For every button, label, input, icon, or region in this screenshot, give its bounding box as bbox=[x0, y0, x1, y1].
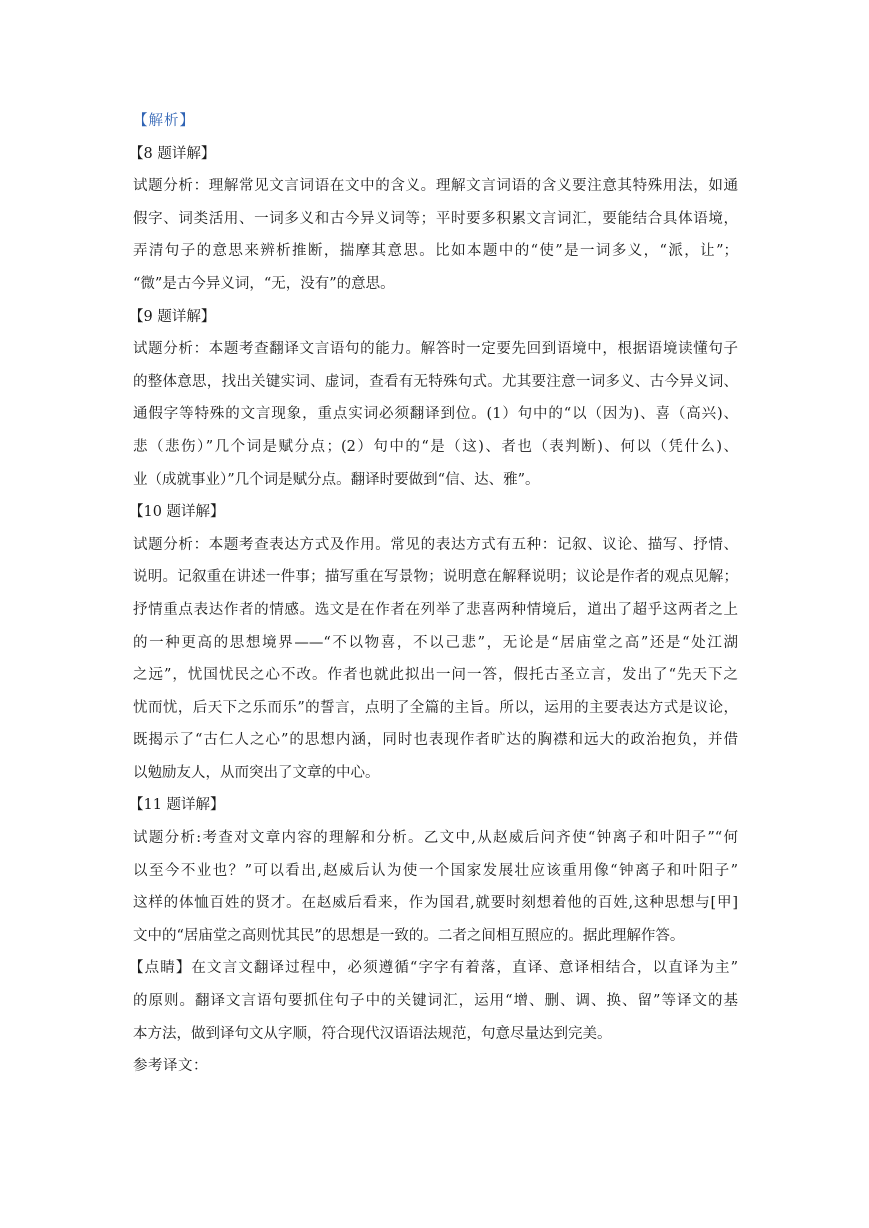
paragraph-line: 的整体意思，找出关键实词、虚词，查看有无特殊句式。尤其要注意一词多义、古今异义词、 bbox=[133, 373, 738, 390]
paragraph-line: 试题分析：本题考查翻译文言语句的能力。解答时一定要先回到语境中，根据语境读懂句子 bbox=[133, 341, 738, 358]
paragraph-line: 文中的“居庙堂之高则忧其民”的思想是一致的。二者之间相互照应的。据此理解作答。 bbox=[133, 927, 685, 944]
comment-line: 的原则。翻译文言语句要抓住句子中的关键词汇，运用“增、删、调、换、留”等译文的基 bbox=[133, 993, 738, 1010]
paragraph-line: 这样的体恤百姓的贤才。在赵威后看来，作为国君,就要时刻想着他的百姓,这种思想与[甲] bbox=[133, 895, 738, 912]
paragraph-line: 试题分析：本题考查表达方式及作用。常见的表达方式有五种：记叙、议论、描写、抒情、 bbox=[133, 536, 738, 553]
reference-translation-label: 参考译文： bbox=[133, 1058, 208, 1075]
section-11 bbox=[129, 789, 738, 952]
paragraph-line: 假字、词类活用、一词多义和古今异义词等；平时要多积累文言词汇，要能结合具体语境， bbox=[133, 210, 738, 227]
comment-block bbox=[129, 952, 738, 1050]
paragraph-line: 的一种更高的思想境界——“不以物喜，不以己悲”，无论是“居庙堂之高”还是“处江湖 bbox=[133, 634, 738, 651]
section-heading: 【10 题详解】 bbox=[129, 504, 225, 521]
paragraph-line: 悲（悲伤）”几个词是赋分点；(2）句中的“是（这)、者也（表判断)、何以（凭什么)、 bbox=[133, 438, 738, 455]
paragraph-line: 说明。记叙重在讲述一件事；描写重在写景物；说明意在解释说明；议论是作者的观点见解； bbox=[133, 569, 738, 586]
paragraph-line: “微”是古今异义词，“无，没有”的意思。 bbox=[133, 275, 395, 292]
paragraph-line: 以至今不业也？”可以看出,赵威后认为使一个国家发展壮应该重用像“钟离子和叶阳子” bbox=[133, 862, 738, 879]
paragraph-line: 忧而忧，后天下之乐而乐”的誓言，点明了全篇的主旨。所以，运用的主要表达方式是议论， bbox=[133, 699, 738, 716]
paragraph-line: 试题分析：理解常见文言词语在文中的含义。理解文言词语的含义要注意其特殊用法，如通 bbox=[133, 178, 738, 195]
paragraph-line: 弄清句子的意思来辨析推断，揣摩其意思。比如本题中的“使”是一词多义，“派，让”； bbox=[133, 243, 738, 260]
comment-line: 【点睛】在文言文翻译过程中，必须遵循“字字有着落，直译、意译相结合，以直译为主” bbox=[129, 960, 738, 977]
section-heading: 【11 题详解】 bbox=[129, 797, 225, 814]
paragraph-line: 通假字等特殊的文言现象，重点实词必须翻译到位。(1）句中的“以（因为)、喜（高兴)、 bbox=[133, 406, 738, 423]
section-heading: 【9 题详解】 bbox=[129, 308, 216, 325]
section-10 bbox=[129, 496, 738, 789]
paragraph-line: 既揭示了“古仁人之心”的思想内涵，同时也表现作者旷达的胸襟和远大的政治抱负，并借 bbox=[133, 732, 738, 749]
paragraph-line: 抒情重点表达作者的情感。选文是在作者在列举了悲喜两种情境后，道出了超乎这两者之上 bbox=[133, 601, 738, 618]
comment-line: 本方法，做到译句文从字顺，符合现代汉语语法规范，句意尽量达到完美。 bbox=[133, 1025, 612, 1042]
paragraph-line: 业（成就事业）”几个词是赋分点。翻译时要做到“信、达、雅”。 bbox=[133, 471, 540, 488]
paragraph-line: 之远”，忧国忧民之心不改。作者也就此拟出一问一答，假托古圣立言，发出了“先天下之 bbox=[133, 667, 738, 684]
paragraph-line: 试题分析:考查对文章内容的理解和分析。乙文中,从赵威后问齐使“钟离子和叶阳子”“何 bbox=[133, 830, 738, 847]
section-9 bbox=[129, 301, 738, 497]
section-8 bbox=[129, 138, 738, 301]
document-page bbox=[129, 105, 738, 1083]
section-heading: 【8 题详解】 bbox=[129, 145, 216, 162]
analysis-label: 【解析】 bbox=[133, 113, 195, 129]
paragraph-line: 以勉励友人，从而突出了文章的中心。 bbox=[133, 764, 380, 781]
